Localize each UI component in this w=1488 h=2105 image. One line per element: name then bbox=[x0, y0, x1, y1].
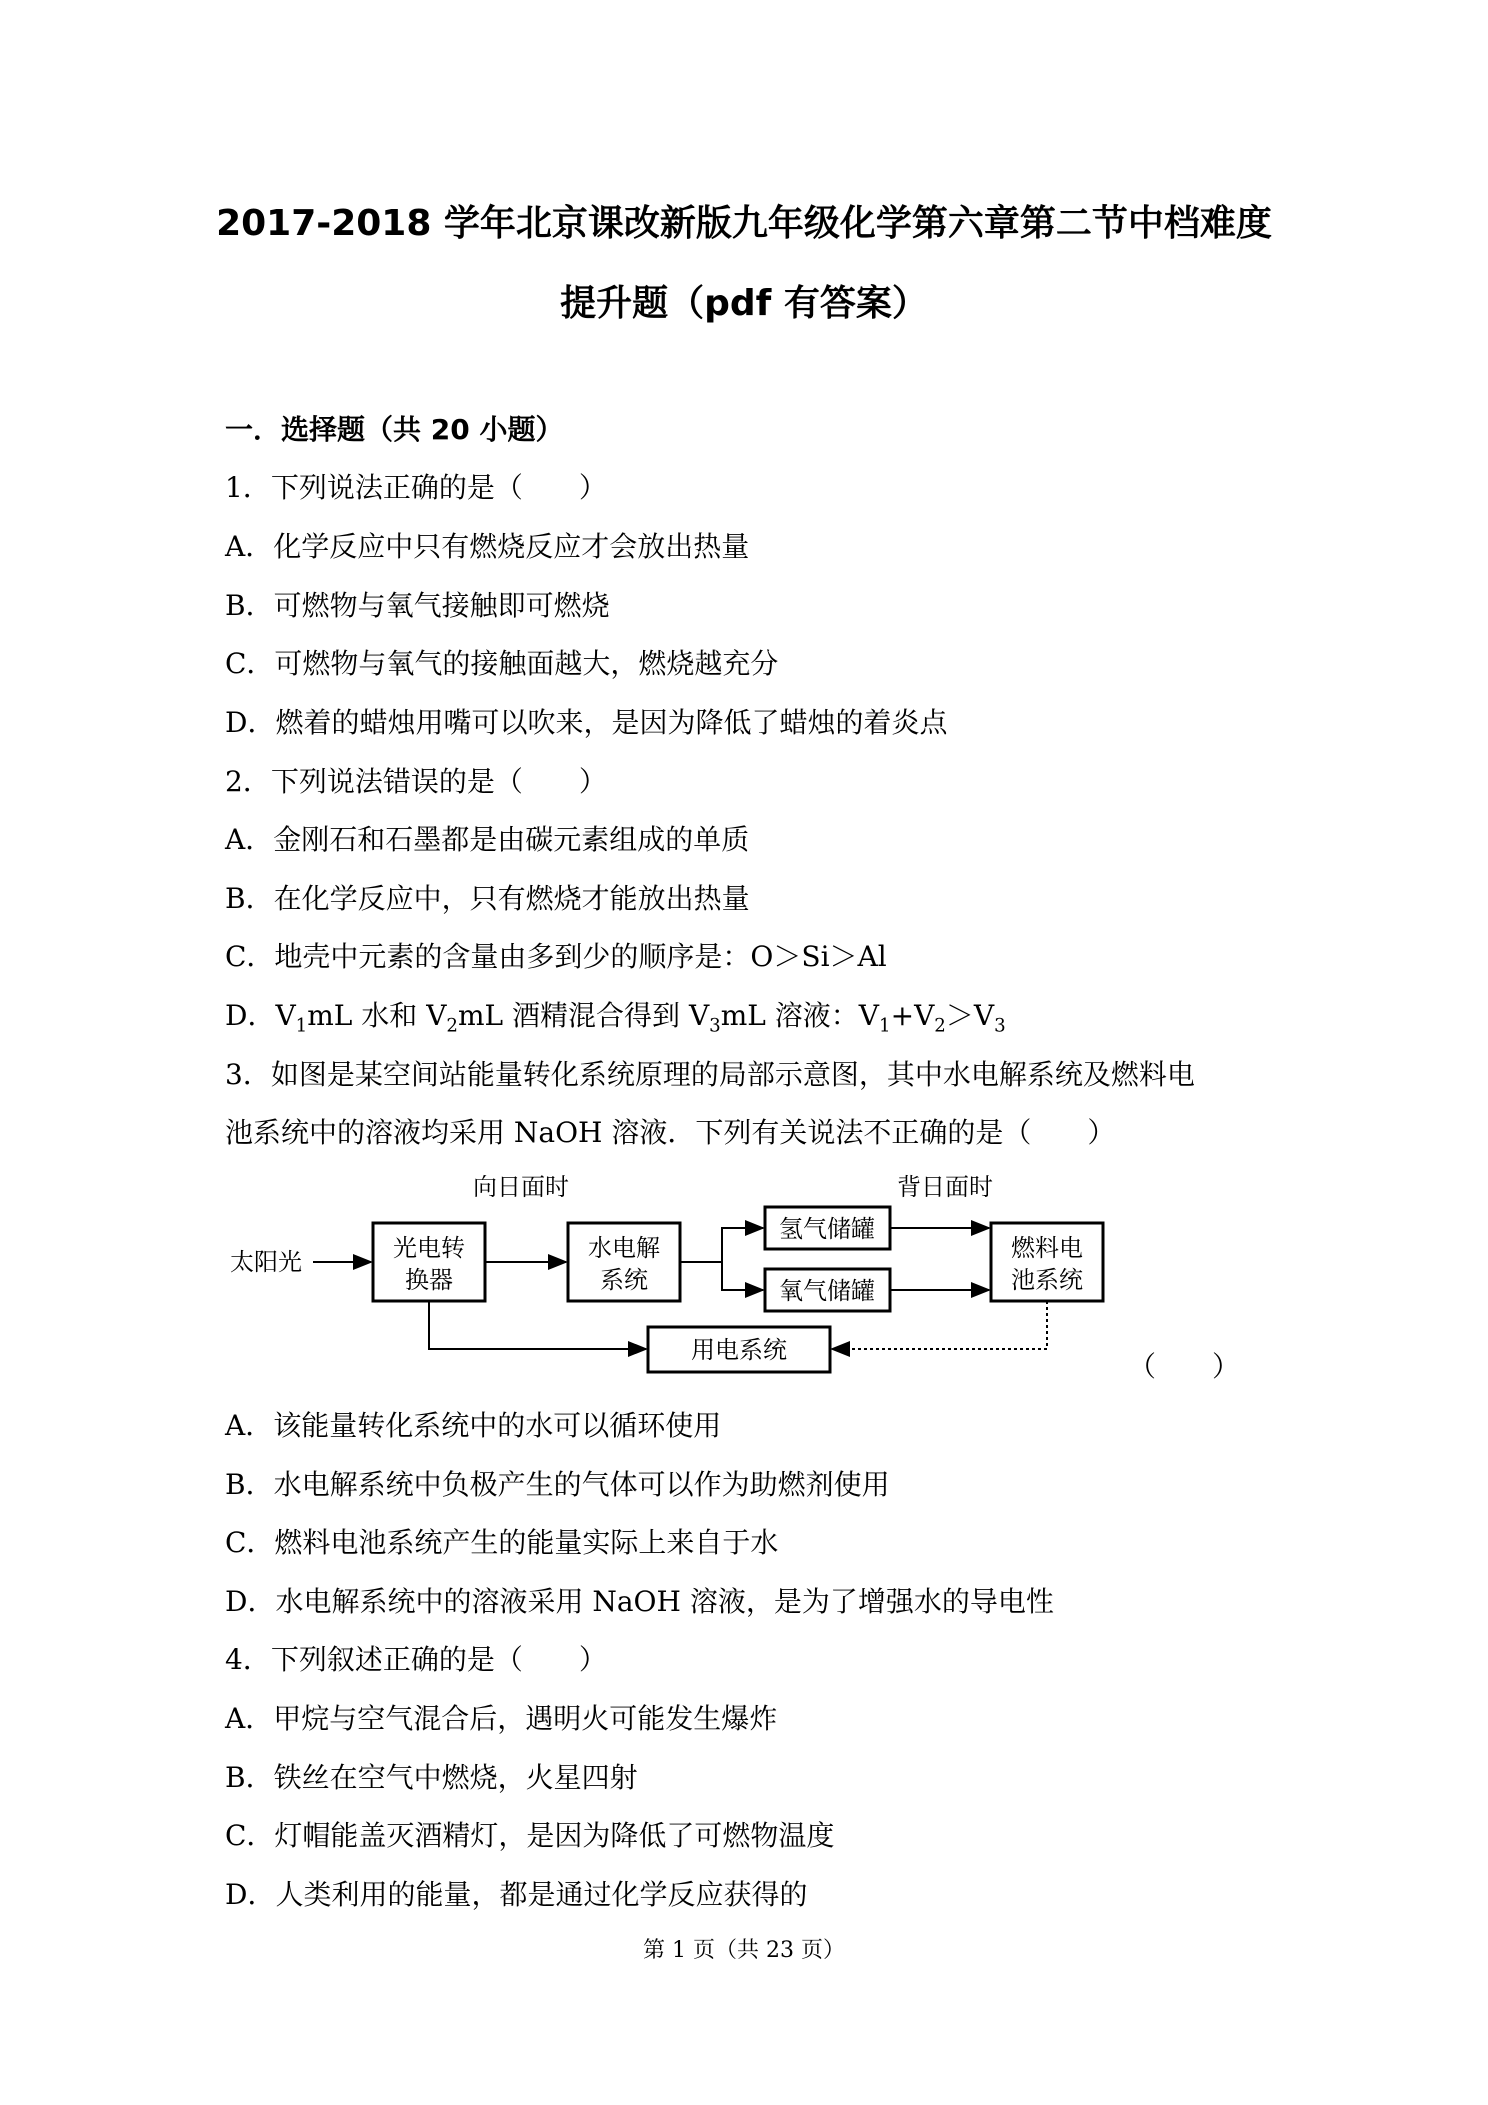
q2-option-a: A．金刚石和石墨都是由碳元素组成的单质 bbox=[225, 823, 750, 856]
q4-option-d: D．人类利用的能量，都是通过化学反应获得的 bbox=[225, 1878, 808, 1911]
q1-option-b: B．可燃物与氧气接触即可燃烧 bbox=[225, 589, 610, 622]
label-day-side: 向日面时 bbox=[473, 1173, 569, 1201]
energy-system-diagram bbox=[225, 1165, 1145, 1380]
q2-option-d: D．$V_1mL$ 水和 $V_2mL$ 酒精混合得到 $V_3mL$ 溶液：$V_1+V_2>V_3$ bbox=[225, 999, 1006, 1037]
doc-title-line2: 提升题（pdf 有答案） bbox=[560, 283, 928, 324]
section-heading: 一．选择题（共 20 小题） bbox=[225, 413, 564, 446]
label-night-side: 背日面时 bbox=[897, 1173, 993, 1201]
svg-text:换器: 换器 bbox=[405, 1266, 453, 1294]
svg-text:系统: 系统 bbox=[600, 1266, 648, 1294]
svg-text:池系统: 池系统 bbox=[1011, 1266, 1083, 1294]
q4-stem: 4．下列叙述正确的是（ ） bbox=[225, 1643, 607, 1676]
q3-answer-paren: （ ） bbox=[1128, 1350, 1241, 1383]
q3-option-d: D．水电解系统中的溶液采用 NaOH 溶液，是为了增强水的导电性 bbox=[225, 1585, 1054, 1618]
arrow-elec-to-h2 bbox=[680, 1228, 763, 1262]
q2-stem: 2．下列说法错误的是（ ） bbox=[225, 765, 607, 798]
arrow-fc-to-load bbox=[832, 1301, 1047, 1349]
q3-option-c: C．燃料电池系统产生的能量实际上来自于水 bbox=[225, 1526, 779, 1559]
q1-option-a: A．化学反应中只有燃烧反应才会放出热量 bbox=[225, 530, 750, 563]
q4-option-b: B．铁丝在空气中燃烧，火星四射 bbox=[225, 1761, 638, 1794]
q4-option-a: A．甲烷与空气混合后，遇明火可能发生爆炸 bbox=[225, 1702, 778, 1735]
label-sunlight: 太阳光 bbox=[230, 1248, 302, 1276]
q3-option-a: A．该能量转化系统中的水可以循环使用 bbox=[225, 1409, 722, 1442]
q1-option-c: C．可燃物与氧气的接触面越大，燃烧越充分 bbox=[225, 647, 779, 680]
svg-text:用电系统: 用电系统 bbox=[691, 1336, 787, 1364]
svg-text:燃料电: 燃料电 bbox=[1011, 1234, 1083, 1262]
q3-stem-line2: 池系统中的溶液均采用 NaOH 溶液．下列有关说法不正确的是（ ） bbox=[225, 1116, 1116, 1149]
q3-stem-line1: 3．如图是某空间站能量转化系统原理的局部示意图，其中水电解系统及燃料电 bbox=[225, 1058, 1195, 1091]
q4-option-c: C．灯帽能盖灭酒精灯，是因为降低了可燃物温度 bbox=[225, 1819, 835, 1852]
page-footer: 第 1 页（共 23 页） bbox=[643, 1938, 845, 1963]
doc-title-line1: 2017-2018 学年北京课改新版九年级化学第六章第二节中档难度 bbox=[216, 203, 1272, 244]
svg-text:水电解: 水电解 bbox=[588, 1234, 660, 1262]
q3-option-b: B．水电解系统中负极产生的气体可以作为助燃剂使用 bbox=[225, 1468, 890, 1501]
q2-option-b: B．在化学反应中，只有燃烧才能放出热量 bbox=[225, 882, 750, 915]
q1-option-d: D．燃着的蜡烛用嘴可以吹来，是因为降低了蜡烛的着炎点 bbox=[225, 706, 948, 739]
q2-option-c: C．地壳中元素的含量由多到少的顺序是：O＞Si＞Al bbox=[225, 940, 887, 973]
arrow-pv-to-load bbox=[429, 1301, 646, 1349]
q1-stem: 1．下列说法正确的是（ ） bbox=[225, 471, 607, 504]
svg-text:氢气储罐: 氢气储罐 bbox=[779, 1215, 875, 1243]
svg-text:光电转: 光电转 bbox=[393, 1234, 465, 1262]
svg-text:氧气储罐: 氧气储罐 bbox=[779, 1277, 875, 1305]
arrow-elec-to-o2 bbox=[722, 1262, 763, 1290]
